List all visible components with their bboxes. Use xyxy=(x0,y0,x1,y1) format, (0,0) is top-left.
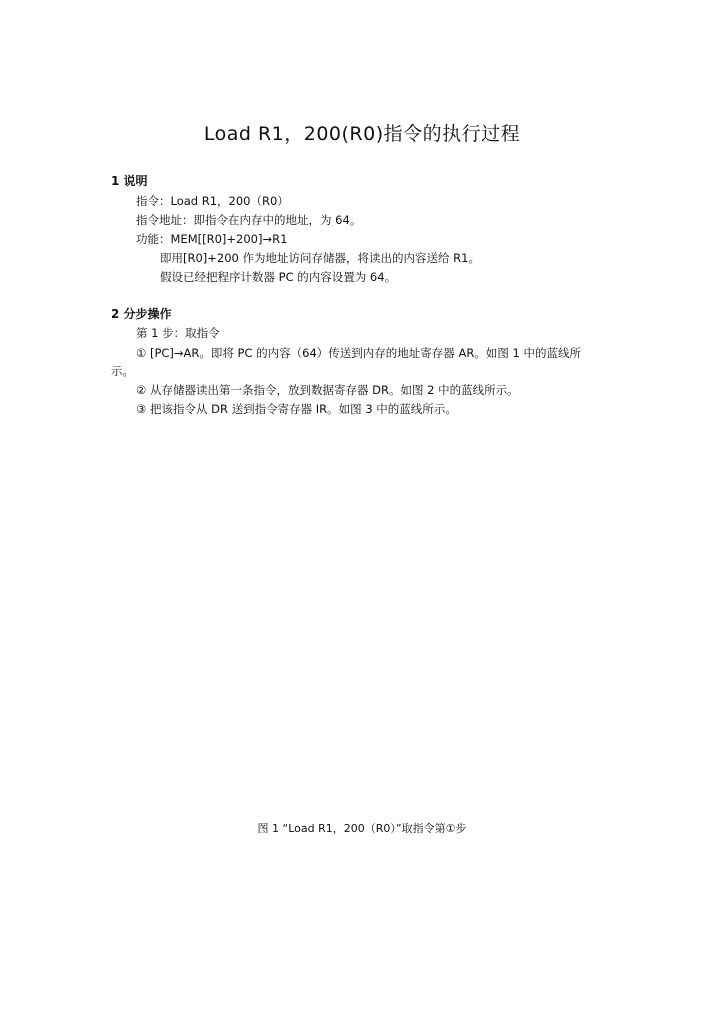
step-item-3: ③ 把该指令从 DR 送到指令寄存器 IR。如图 3 中的蓝线所示。 xyxy=(136,402,457,416)
instruction-address-line: 指令地址：即指令在内存中的地址，为 64。 xyxy=(136,213,362,227)
step-item-1-line-1: ① [PC]→AR。即将 PC 的内容（64）传送到内存的地址寄存器 AR。如图 1 中的蓝线所 xyxy=(136,346,581,360)
assumption-line: 假设已经把程序计数器 PC 的内容设置为 64。 xyxy=(160,270,397,284)
step-1-title: 第 1 步：取指令 xyxy=(136,326,220,340)
step-item-1-line-2: 示。 xyxy=(111,364,134,378)
step-item-2: ② 从存储器读出第一条指令，放到数据寄存器 DR。如图 2 中的蓝线所示。 xyxy=(136,383,519,397)
page-title: Load R1，200(R0)指令的执行过程 xyxy=(203,123,521,145)
function-explanation-line: 即用[R0]+200 作为地址访问存储器，将读出的内容送给 R1。 xyxy=(160,251,480,265)
section-1-heading: 1 说明 xyxy=(111,174,148,188)
instruction-line: 指令：Load R1，200（R0） xyxy=(136,194,289,208)
function-line: 功能：MEM[[R0]+200]→R1 xyxy=(136,232,288,246)
figure-caption: 图 1 “Load R1，200（R0）”取指令第①步 xyxy=(257,822,467,835)
section-2-heading: 2 分步操作 xyxy=(111,307,172,321)
